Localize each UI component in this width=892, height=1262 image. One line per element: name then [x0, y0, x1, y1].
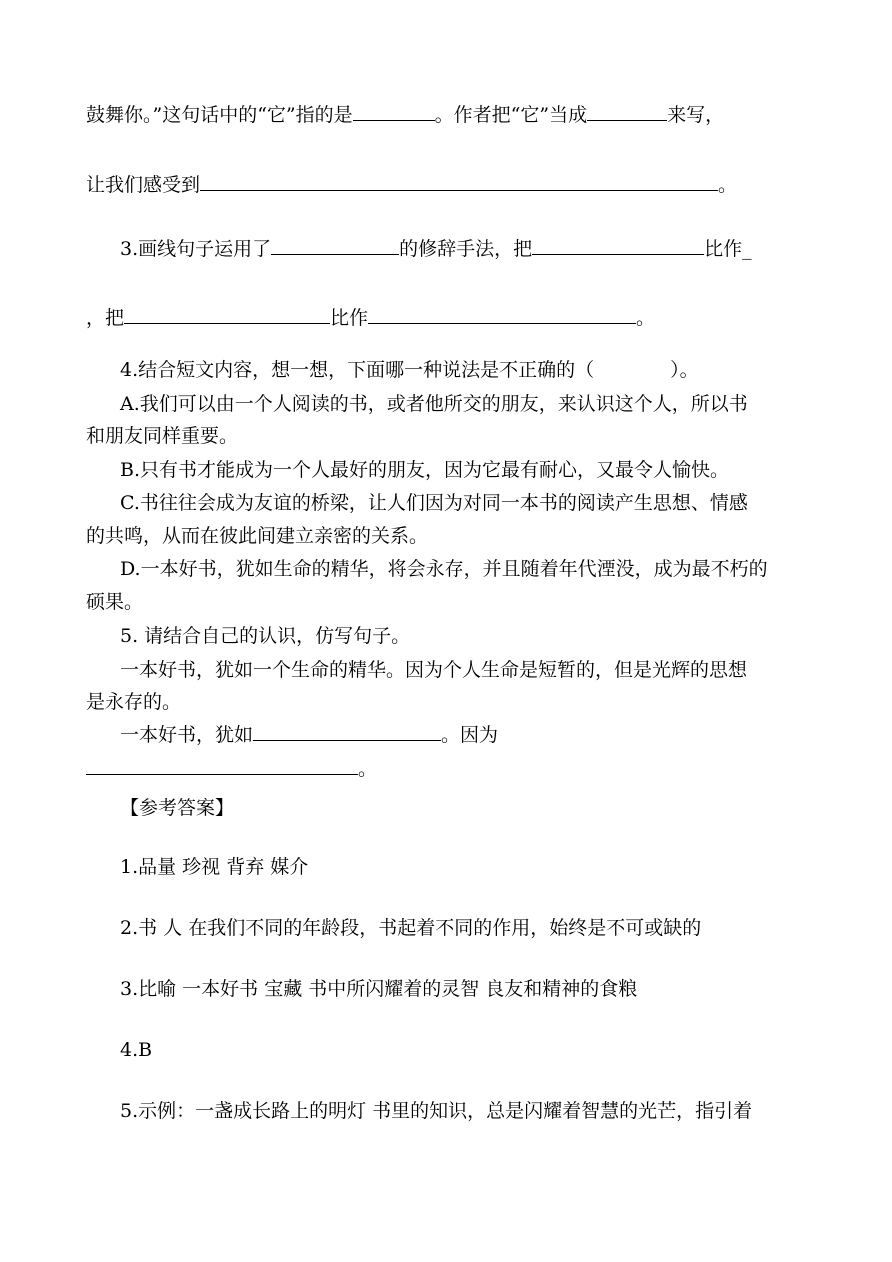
q4-option-a-line1: A.我们可以由一个人阅读的书，或者他所交的朋友，来认识这个人，所以书	[120, 393, 748, 415]
q5-blank-2[interactable]	[86, 756, 358, 775]
q4-option-a-line2: 和朋友同样重要。	[86, 425, 239, 447]
q4-stem	[120, 358, 699, 382]
answer-2: 2.书 人 在我们不同的年龄段，书起着不同的作用，始终是不可或缺的	[120, 917, 702, 939]
q5-fill-text-a: 一本好书，犹如	[120, 724, 254, 746]
q3-line2	[86, 305, 655, 330]
q2-blank-3[interactable]	[200, 172, 718, 191]
q5-fill-text-b: 。因为	[441, 724, 499, 746]
q3-text-c: 比作_	[704, 238, 752, 260]
q4-option-b-line1: B.只有书才能成为一个人最好的朋友，因为它最有耐心，又最令人愉快。	[120, 459, 730, 481]
q4-stem-end: ）。	[670, 359, 699, 381]
q3-line1	[120, 236, 752, 261]
q2-line2	[86, 172, 737, 197]
q3-blank-2[interactable]	[532, 236, 704, 255]
q5-example-line1: 一本好书，犹如一个生命的精华。因为个人生命是短暂的，但是光辉的思想	[120, 659, 748, 681]
q3-blank-1[interactable]	[271, 236, 399, 255]
q3-text-f: 。	[636, 307, 656, 329]
q5-fill-line1	[120, 722, 498, 747]
q5-stem: 5. 请结合自己的认识，仿写句子。	[120, 625, 411, 647]
answer-3: 3.比喻 一本好书 宝藏 书中所闪耀着的灵智 良友和精神的食粮	[120, 978, 638, 1000]
q2-text-a: 鼓舞你。”这句话中的“它”指的是	[86, 104, 353, 126]
q5-fill-line2	[86, 756, 377, 781]
q2-text-c: 来写，	[667, 104, 725, 126]
q3-blank-3[interactable]	[124, 305, 330, 324]
q5-blank-1[interactable]	[253, 722, 441, 741]
q3-text-e: 比作	[330, 307, 369, 329]
q2-text-e: 。	[718, 174, 738, 196]
q3-text-b: 的修辞手法，把	[399, 238, 533, 260]
answer-1: 1.品量 珍视 背弃 媒介	[120, 856, 309, 878]
q2-text-d: 让我们感受到	[86, 174, 201, 196]
answers-heading: 【参考答案】	[120, 797, 235, 819]
q4-stem-text: 4.结合短文内容，想一想，下面哪一种说法是不正确的（	[120, 359, 595, 381]
q4-option-c-line2: 的共鸣，从而在彼此间建立亲密的关系。	[86, 525, 429, 547]
q4-option-d-line1: D.一本好书，犹如生命的精华，将会永存，并且随着年代湮没，成为最不朽的	[120, 558, 768, 580]
q2-blank-1[interactable]	[353, 102, 435, 121]
q2-line1	[86, 102, 724, 127]
q5-example-line2: 是永存的。	[86, 691, 182, 713]
answer-5: 5.示例：一盏成长路上的明灯 书里的知识，总是闪耀着智慧的光芒，指引着	[120, 1100, 753, 1122]
q4-option-d-line2: 硕果。	[86, 591, 144, 613]
q4-option-c-line1: C.书往往会成为友谊的桥梁，让人们因为对同一本书的阅读产生思想、情感	[120, 492, 748, 514]
q3-text-d: ，把	[86, 307, 125, 329]
answer-4: 4.B	[120, 1039, 153, 1061]
q2-blank-2[interactable]	[587, 102, 667, 121]
q3-text-a: 3.画线句子运用了	[120, 238, 272, 260]
q2-text-b: 。作者把“它”当成	[434, 104, 588, 126]
q3-blank-4[interactable]	[368, 305, 636, 324]
q5-fill-end: 。	[358, 758, 378, 780]
